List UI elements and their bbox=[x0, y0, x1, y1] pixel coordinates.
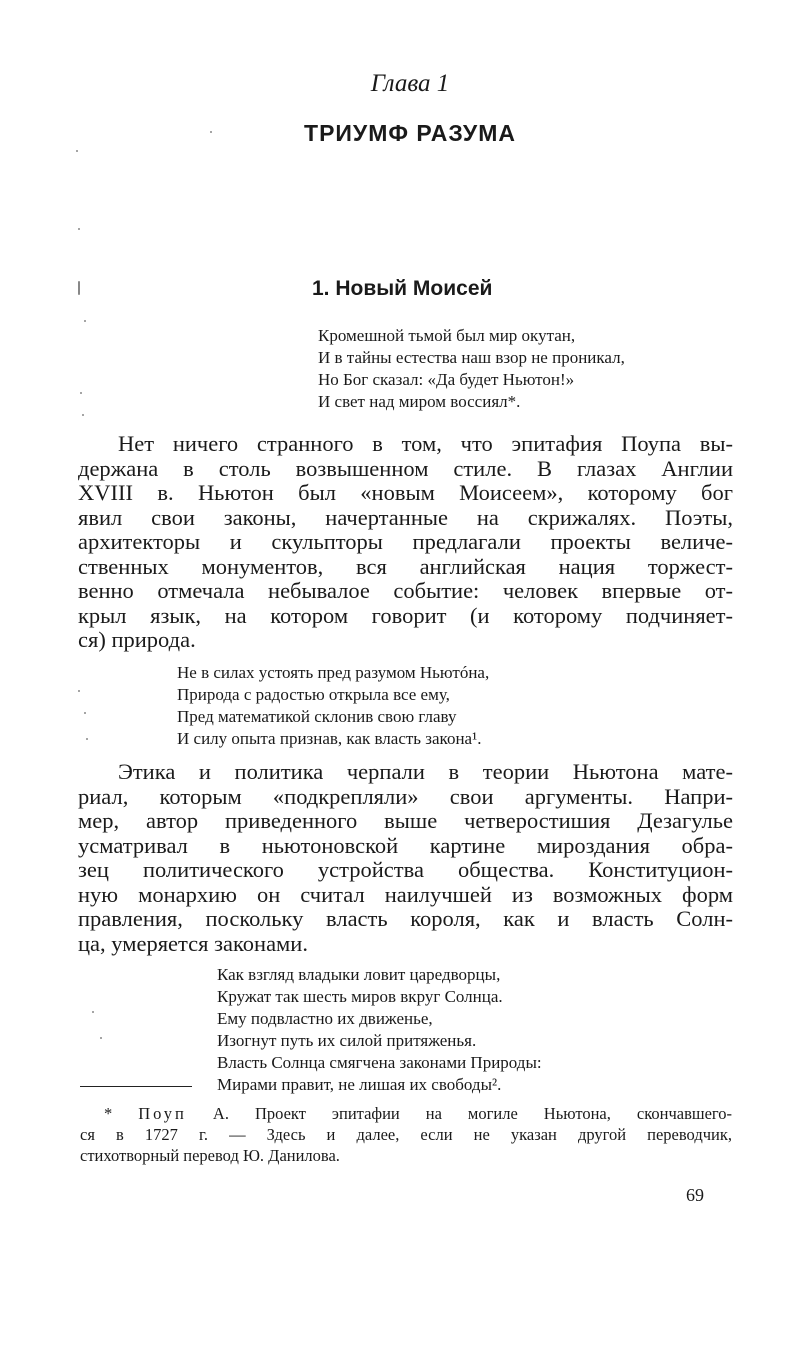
paragraph-line: зец политического устройства общества. Конституцион- bbox=[78, 857, 733, 882]
paragraph-line: крыл язык, на котором говорит (и которому подчиняет- bbox=[78, 602, 733, 628]
footnote-line: стихотворный перевод Ю. Данилова. bbox=[80, 1146, 340, 1165]
paragraph-line: риал, которым «подкрепляли» свои аргументы. Напри- bbox=[78, 783, 733, 809]
scan-speck bbox=[84, 712, 86, 714]
footnote-marker: * bbox=[104, 1104, 139, 1123]
scan-speck bbox=[80, 392, 82, 394]
scan-speck bbox=[86, 738, 88, 740]
paragraph-line: ственных монументов, вся английская нация торжест- bbox=[78, 553, 733, 579]
verse-line: Изогнут путь их силой притяженья. bbox=[217, 1031, 477, 1050]
footnote-text: А. Проект эпитафии на могиле Ньютона, скончавшего- bbox=[186, 1104, 732, 1123]
scan-speck bbox=[76, 150, 78, 152]
footnote-line: ся в 1727 г. — Здесь и далее, если не указан другой переводчик, bbox=[80, 1125, 732, 1144]
paragraph-line: ся) природа. bbox=[78, 627, 196, 652]
verse-line: Как взгляд владыки ловит царедворцы, bbox=[217, 965, 501, 984]
verse-line: Власть Солнца смягчена законами Природы: bbox=[217, 1053, 542, 1072]
scan-speck bbox=[92, 1011, 94, 1013]
scan-speck bbox=[82, 414, 84, 416]
quoted-verse-sun bbox=[217, 964, 542, 1096]
scan-speck bbox=[84, 320, 86, 322]
paragraph-line: держана в столь возвышенном стиле. В глазах Англии bbox=[78, 455, 733, 481]
chapter-title: ТРИУМФ РАЗУМА bbox=[304, 120, 516, 146]
verse-line: Но Бог сказал: «Да будет Ньютон!» bbox=[318, 370, 575, 389]
scan-speck bbox=[78, 228, 80, 230]
verse-line: Не в силах устоять пред разумом Ньютóна, bbox=[177, 663, 490, 682]
body-paragraph-2 bbox=[78, 760, 733, 956]
page-number: 69 bbox=[686, 1185, 704, 1205]
paragraph-line: ную монархию он считал наилучшей из возможных форм bbox=[78, 881, 733, 907]
scan-speck bbox=[78, 281, 80, 295]
paragraph-line: Этика и политика черпали в теории Ньютона мате- bbox=[118, 759, 733, 784]
paragraph-line: XVIII в. Ньютон был «новым Моисеем», которому бог bbox=[78, 480, 733, 505]
body-paragraph-1 bbox=[78, 432, 733, 653]
verse-line: И свет над миром воссиял*. bbox=[318, 392, 521, 411]
paragraph-line: венно отмечала небывалое событие: человек впервые от- bbox=[78, 578, 733, 603]
scan-speck bbox=[78, 690, 80, 692]
scan-speck bbox=[210, 131, 212, 133]
chapter-label: Глава 1 bbox=[370, 70, 450, 97]
footnote-divider bbox=[80, 1086, 192, 1087]
paragraph-line: ца, умеряется законами. bbox=[78, 930, 308, 956]
section-title: 1. Новый Моисей bbox=[312, 277, 493, 300]
verse-line: Кружат так шесть миров вкруг Солнца. bbox=[217, 987, 503, 1006]
epigraph-verse bbox=[318, 325, 625, 413]
paragraph-line: правления, поскольку власть короля, как и власть Солн- bbox=[78, 906, 733, 931]
paragraph-line: архитекторы и скульпторы предлагали проекты величе- bbox=[78, 529, 733, 554]
quoted-verse-nature bbox=[177, 662, 489, 750]
verse-line: И в тайны естества наш взор не проникал, bbox=[318, 348, 625, 367]
paragraph-line: мер, автор приведенного выше четверостишия Дезагулье bbox=[78, 808, 733, 833]
footnote bbox=[80, 1103, 732, 1166]
verse-line: Природа с радостью открыла все ему, bbox=[177, 685, 450, 704]
verse-line: Пред математикой склонив свою главу bbox=[177, 707, 457, 726]
verse-line: Мирами правит, не лишая их свободы². bbox=[217, 1075, 502, 1094]
verse-line: Кромешной тьмой был мир окутан, bbox=[318, 326, 576, 345]
verse-line: Ему подвластно их движенье, bbox=[217, 1009, 433, 1028]
paragraph-line: усматривал в ньютоновской картине мироздания обра- bbox=[78, 832, 733, 858]
scan-speck bbox=[100, 1037, 102, 1039]
verse-line: И силу опыта признав, как власть закона¹. bbox=[177, 729, 482, 748]
paragraph-line: Нет ничего странного в том, что эпитафия Поупа вы- bbox=[118, 431, 733, 456]
footnote-line bbox=[80, 1103, 732, 1124]
paragraph-line: явил свои законы, начертанные на скрижалях. Поэты, bbox=[78, 504, 733, 530]
footnote-author: Поуп bbox=[138, 1104, 187, 1123]
